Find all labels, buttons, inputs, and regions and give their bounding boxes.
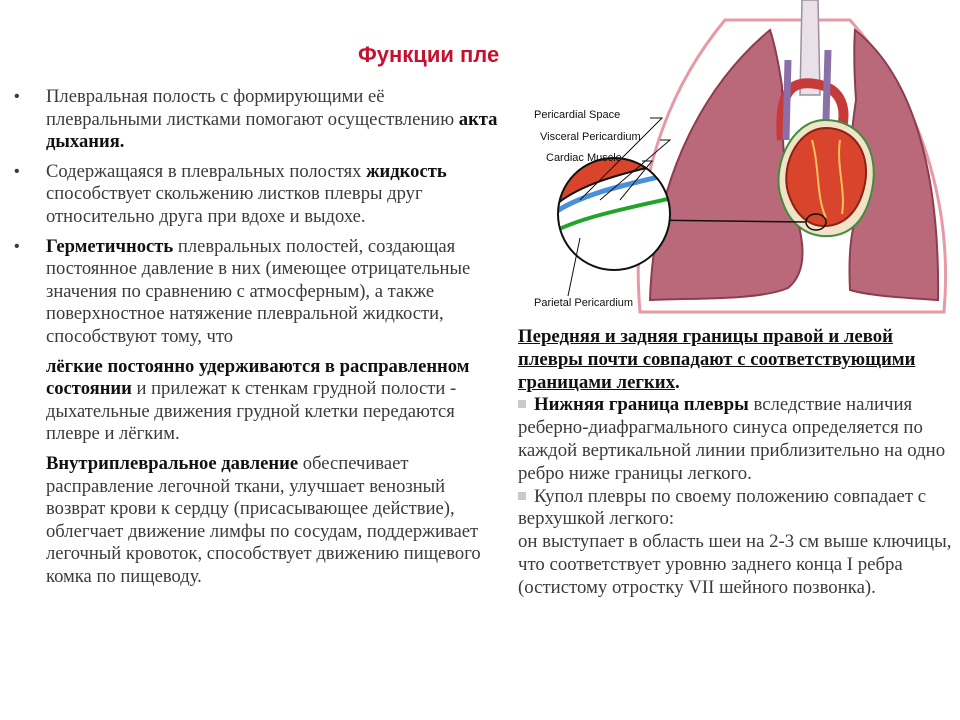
label-pericardial-space: Pericardial Space xyxy=(534,109,621,121)
bullet-breathing: • Плевральная полость с формирующими её плевральными листками помогают осуществлению акта дыхания. xyxy=(14,86,498,153)
bullet-hermeticity: • Герметичность плевральных полостей, создающая постоянное давление в них (имеющее отрицательные значения по сравнению с атмосферным), а также поверхностное натяжение плевральной жидкости, способствуют тому, что xyxy=(14,235,471,347)
paragraph-anterior-posterior-borders: Передняя и задняя границы правой и левой плевры почти совпадают с соответствующими границами легких. xyxy=(518,326,916,393)
paragraph-dome-position: он выступает в область шеи на 2-3 см выше ключицы, что соответствует уровню заднего конца I ребра (остистому отростку VII шейного позвонка). xyxy=(518,531,952,598)
label-visceral-pericardium: Visceral Pericardium xyxy=(540,131,641,143)
bullet-fluid: • Содержащаяся в плевральных полостях жидкость способствует скольжению листков плевры друг относительно друга при вдохе и выдохе. xyxy=(14,160,447,227)
lungs-heart-illustration xyxy=(520,0,960,318)
right-text-column xyxy=(518,326,958,600)
square-bullet-icon xyxy=(518,492,526,500)
paragraph-lungs-expanded: лёгкие постоянно удерживаются в расправленном состоянии и прилежат к стенкам грудной полости - дыхательные движения грудной клетки передаются плевре и лёгким. xyxy=(46,355,470,445)
square-bullet-icon xyxy=(518,400,526,408)
heart xyxy=(786,128,866,226)
paragraph-lower-border: Нижняя граница плевры вследствие наличия реберно-диафрагмального синуса определяется по каждой вертикальной линии приблизительно на одно ребро ниже границы легкого. xyxy=(518,394,946,484)
paragraph-pleural-dome: Купол плевры по своему положению совпадает с верхушкой легкого: xyxy=(518,485,927,530)
bullet-dot-icon: • xyxy=(14,162,20,180)
left-text-column xyxy=(14,86,502,595)
bullet-dot-icon: • xyxy=(14,237,20,255)
page-title: Функции пле xyxy=(358,42,500,67)
label-cardiac-muscle: Cardiac Muscle xyxy=(546,152,622,164)
label-parietal-pericardium: Parietal Pericardium xyxy=(534,297,634,309)
paragraph-intrapleural-pressure: Внутриплевральное давление обеспечивает расправление легочной ткани, улучшает венозный возврат крови к сердцу (присасывающее действие), облегчает движение лимфы по сосудам, поддерживает легочный кровоток, способствует движению пищевого комка по пищеводу. xyxy=(46,452,481,587)
bullet-dot-icon: • xyxy=(14,88,20,105)
